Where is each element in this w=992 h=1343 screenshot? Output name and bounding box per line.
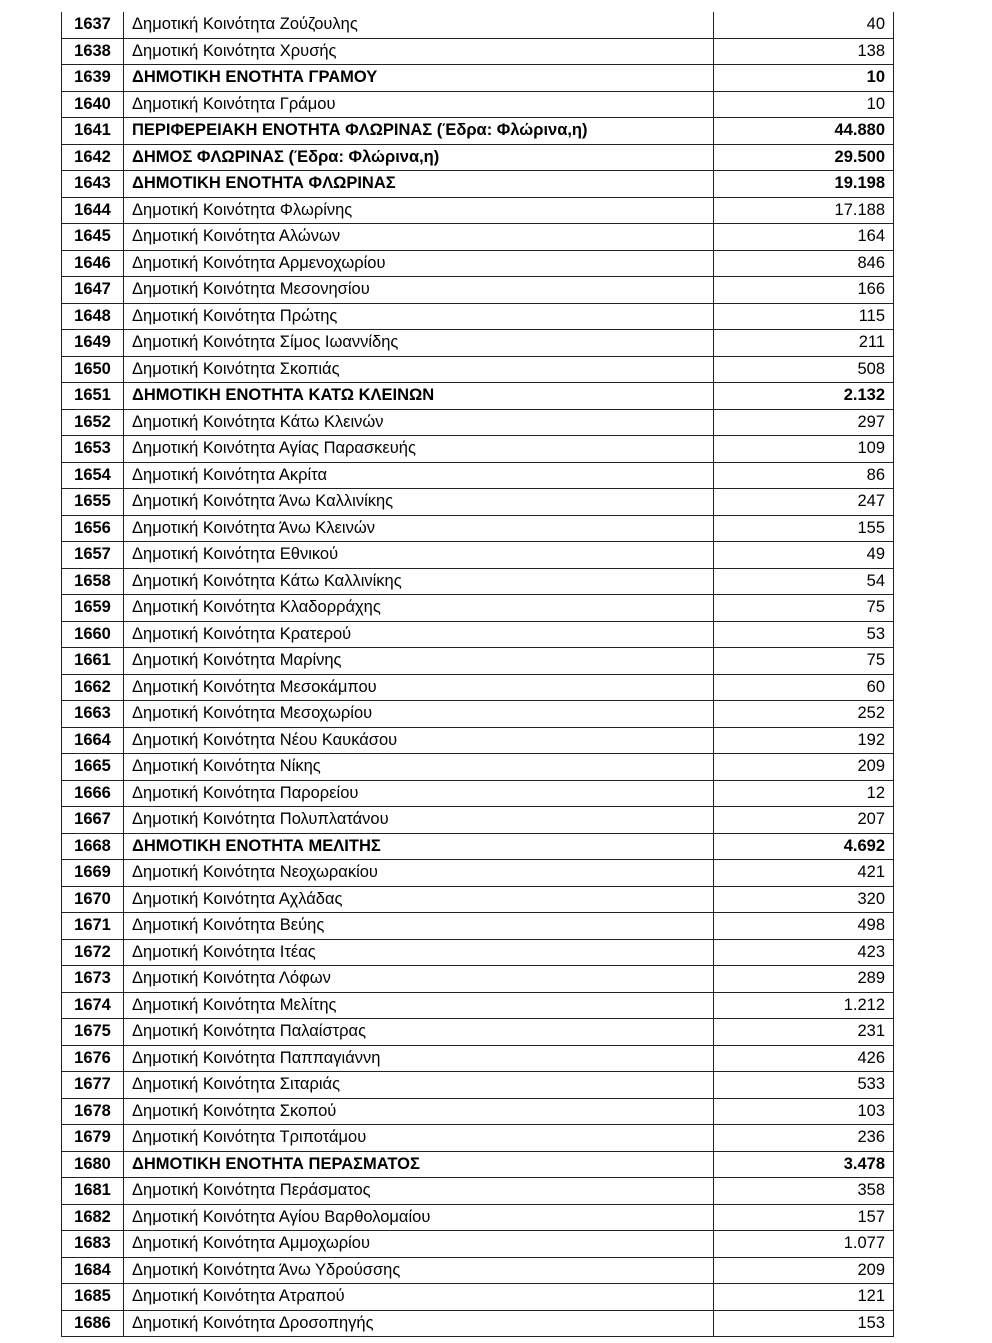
table-row (62, 727, 894, 754)
row-name: Δημοτική Κοινότητα Εθνικού (124, 542, 714, 569)
table-row (62, 250, 894, 277)
row-population: 75 (714, 648, 894, 675)
row-population: 17.188 (714, 197, 894, 224)
row-code: 1639 (62, 65, 124, 92)
row-code: 1675 (62, 1019, 124, 1046)
table-row (62, 489, 894, 516)
table-row (62, 780, 894, 807)
row-name: Δημοτική Κοινότητα Κάτω Καλλινίκης (124, 568, 714, 595)
table-row (62, 224, 894, 251)
row-code: 1668 (62, 833, 124, 860)
row-population: 10 (714, 91, 894, 118)
row-name: Δημοτική Κοινότητα Ακρίτα (124, 462, 714, 489)
table-row (62, 65, 894, 92)
row-population: 155 (714, 515, 894, 542)
row-population: 157 (714, 1204, 894, 1231)
row-population: 358 (714, 1178, 894, 1205)
row-code: 1644 (62, 197, 124, 224)
row-name: Δημοτική Κοινότητα Μεσονησίου (124, 277, 714, 304)
row-population: 211 (714, 330, 894, 357)
row-code: 1686 (62, 1310, 124, 1337)
row-code: 1662 (62, 674, 124, 701)
row-population: 115 (714, 303, 894, 330)
row-population: 53 (714, 621, 894, 648)
row-population: 247 (714, 489, 894, 516)
row-population: 166 (714, 277, 894, 304)
row-code: 1658 (62, 568, 124, 595)
row-name: Δημοτική Κοινότητα Αγίου Βαρθολομαίου (124, 1204, 714, 1231)
row-code: 1645 (62, 224, 124, 251)
row-population: 236 (714, 1125, 894, 1152)
table-row (62, 621, 894, 648)
table-row (62, 144, 894, 171)
row-code: 1670 (62, 886, 124, 913)
row-population: 3.478 (714, 1151, 894, 1178)
row-name: Δημοτική Κοινότητα Παλαίστρας (124, 1019, 714, 1046)
row-name: Δημοτική Κοινότητα Αχλάδας (124, 886, 714, 913)
table-row (62, 1231, 894, 1258)
row-code: 1663 (62, 701, 124, 728)
row-population: 252 (714, 701, 894, 728)
row-name: ΔΗΜΟΣ ΦΛΩΡΙΝΑΣ (Έδρα: Φλώρινα,η) (124, 144, 714, 171)
row-name: Δημοτική Κοινότητα Πρώτης (124, 303, 714, 330)
row-population: 2.132 (714, 383, 894, 410)
row-code: 1673 (62, 966, 124, 993)
row-code: 1651 (62, 383, 124, 410)
row-name: Δημοτική Κοινότητα Κρατερού (124, 621, 714, 648)
row-code: 1683 (62, 1231, 124, 1258)
table-row (62, 462, 894, 489)
table-row (62, 303, 894, 330)
row-population: 29.500 (714, 144, 894, 171)
table-row (62, 436, 894, 463)
row-population: 60 (714, 674, 894, 701)
row-name: Δημοτική Κοινότητα Σκοπιάς (124, 356, 714, 383)
row-name: Δημοτική Κοινότητα Μελίτης (124, 992, 714, 1019)
row-code: 1661 (62, 648, 124, 675)
row-code: 1656 (62, 515, 124, 542)
row-code: 1641 (62, 118, 124, 145)
row-name: ΔΗΜΟΤΙΚΗ ΕΝΟΤΗΤΑ ΦΛΩΡΙΝΑΣ (124, 171, 714, 198)
table-row (62, 91, 894, 118)
row-population: 207 (714, 807, 894, 834)
row-code: 1682 (62, 1204, 124, 1231)
row-name: Δημοτική Κοινότητα Ιτέας (124, 939, 714, 966)
row-population: 54 (714, 568, 894, 595)
row-population: 10 (714, 65, 894, 92)
row-code: 1678 (62, 1098, 124, 1125)
row-code: 1654 (62, 462, 124, 489)
table-row (62, 807, 894, 834)
row-population: 231 (714, 1019, 894, 1046)
row-population: 533 (714, 1072, 894, 1099)
row-code: 1655 (62, 489, 124, 516)
row-code: 1637 (62, 12, 124, 38)
row-code: 1685 (62, 1284, 124, 1311)
row-code: 1646 (62, 250, 124, 277)
table-row (62, 886, 894, 913)
row-population: 1.212 (714, 992, 894, 1019)
row-population: 109 (714, 436, 894, 463)
row-code: 1660 (62, 621, 124, 648)
table-row (62, 595, 894, 622)
row-population: 297 (714, 409, 894, 436)
table-row (62, 966, 894, 993)
row-population: 209 (714, 754, 894, 781)
row-code: 1642 (62, 144, 124, 171)
row-code: 1640 (62, 91, 124, 118)
row-code: 1666 (62, 780, 124, 807)
row-code: 1643 (62, 171, 124, 198)
table-row (62, 913, 894, 940)
row-population: 209 (714, 1257, 894, 1284)
table-row (62, 860, 894, 887)
row-name: Δημοτική Κοινότητα Αγίας Παρασκευής (124, 436, 714, 463)
row-name: Δημοτική Κοινότητα Ζούζουλης (124, 12, 714, 38)
table-row (62, 118, 894, 145)
row-name: Δημοτική Κοινότητα Νεοχωρακίου (124, 860, 714, 887)
row-code: 1650 (62, 356, 124, 383)
table-row (62, 542, 894, 569)
row-name: Δημοτική Κοινότητα Βεύης (124, 913, 714, 940)
row-code: 1653 (62, 436, 124, 463)
row-population: 508 (714, 356, 894, 383)
row-code: 1649 (62, 330, 124, 357)
row-code: 1676 (62, 1045, 124, 1072)
row-code: 1671 (62, 913, 124, 940)
row-population: 86 (714, 462, 894, 489)
row-name: Δημοτική Κοινότητα Άνω Κλεινών (124, 515, 714, 542)
table-row (62, 1284, 894, 1311)
row-name: Δημοτική Κοινότητα Αμμοχωρίου (124, 1231, 714, 1258)
row-name: Δημοτική Κοινότητα Άνω Καλλινίκης (124, 489, 714, 516)
row-name: Δημοτική Κοινότητα Αρμενοχωρίου (124, 250, 714, 277)
table-row (62, 1019, 894, 1046)
row-name: Δημοτική Κοινότητα Νίκης (124, 754, 714, 781)
table-row (62, 1178, 894, 1205)
row-name: Δημοτική Κοινότητα Άνω Υδρούσσης (124, 1257, 714, 1284)
row-population: 1.077 (714, 1231, 894, 1258)
row-code: 1669 (62, 860, 124, 887)
row-name: Δημοτική Κοινότητα Τριποτάμου (124, 1125, 714, 1152)
row-population: 40 (714, 12, 894, 38)
row-population: 75 (714, 595, 894, 622)
row-code: 1674 (62, 992, 124, 1019)
row-code: 1657 (62, 542, 124, 569)
row-name: Δημοτική Κοινότητα Παρορείου (124, 780, 714, 807)
row-name: Δημοτική Κοινότητα Φλωρίνης (124, 197, 714, 224)
row-population: 153 (714, 1310, 894, 1337)
table-row (62, 674, 894, 701)
row-population: 121 (714, 1284, 894, 1311)
row-population: 846 (714, 250, 894, 277)
row-name: Δημοτική Κοινότητα Πολυπλατάνου (124, 807, 714, 834)
population-table (61, 12, 894, 1337)
row-name: Δημοτική Κοινότητα Ατραπού (124, 1284, 714, 1311)
row-code: 1677 (62, 1072, 124, 1099)
table-row (62, 1151, 894, 1178)
table-row (62, 383, 894, 410)
row-name: Δημοτική Κοινότητα Περάσματος (124, 1178, 714, 1205)
row-population: 44.880 (714, 118, 894, 145)
table-row (62, 1125, 894, 1152)
row-population: 320 (714, 886, 894, 913)
row-code: 1648 (62, 303, 124, 330)
row-name: Δημοτική Κοινότητα Μεσοχωρίου (124, 701, 714, 728)
table-row (62, 648, 894, 675)
row-name: Δημοτική Κοινότητα Σιταριάς (124, 1072, 714, 1099)
table-row (62, 330, 894, 357)
table-row (62, 1045, 894, 1072)
table-row (62, 939, 894, 966)
row-population: 164 (714, 224, 894, 251)
table-row (62, 12, 894, 38)
row-population: 49 (714, 542, 894, 569)
row-population: 423 (714, 939, 894, 966)
row-name: Δημοτική Κοινότητα Μεσοκάμπου (124, 674, 714, 701)
row-name: ΠΕΡΙΦΕΡΕΙΑΚΗ ΕΝΟΤΗΤΑ ΦΛΩΡΙΝΑΣ (Έδρα: Φλώρινα,η) (124, 118, 714, 145)
row-population: 19.198 (714, 171, 894, 198)
table-row (62, 568, 894, 595)
row-name: Δημοτική Κοινότητα Μαρίνης (124, 648, 714, 675)
row-population: 103 (714, 1098, 894, 1125)
table-row (62, 277, 894, 304)
row-code: 1664 (62, 727, 124, 754)
table-row (62, 515, 894, 542)
row-name: Δημοτική Κοινότητα Χρυσής (124, 38, 714, 65)
row-name: Δημοτική Κοινότητα Κλαδορράχης (124, 595, 714, 622)
table-row (62, 409, 894, 436)
row-code: 1667 (62, 807, 124, 834)
table-row (62, 833, 894, 860)
table-row (62, 1072, 894, 1099)
table-row (62, 1257, 894, 1284)
row-code: 1652 (62, 409, 124, 436)
row-code: 1672 (62, 939, 124, 966)
row-code: 1659 (62, 595, 124, 622)
row-population: 426 (714, 1045, 894, 1072)
row-name: ΔΗΜΟΤΙΚΗ ΕΝΟΤΗΤΑ ΚΑΤΩ ΚΛΕΙΝΩΝ (124, 383, 714, 410)
row-name: Δημοτική Κοινότητα Λόφων (124, 966, 714, 993)
row-code: 1680 (62, 1151, 124, 1178)
table-row (62, 1204, 894, 1231)
row-name: Δημοτική Κοινότητα Δροσοπηγής (124, 1310, 714, 1337)
row-code: 1684 (62, 1257, 124, 1284)
row-name: ΔΗΜΟΤΙΚΗ ΕΝΟΤΗΤΑ ΓΡΑΜΟΥ (124, 65, 714, 92)
table-row (62, 38, 894, 65)
table-row (62, 171, 894, 198)
row-name: Δημοτική Κοινότητα Γράμου (124, 91, 714, 118)
row-code: 1638 (62, 38, 124, 65)
row-population: 421 (714, 860, 894, 887)
row-name: Δημοτική Κοινότητα Αλώνων (124, 224, 714, 251)
row-name: Δημοτική Κοινότητα Κάτω Κλεινών (124, 409, 714, 436)
row-population: 12 (714, 780, 894, 807)
table-body (62, 12, 894, 1337)
row-population: 498 (714, 913, 894, 940)
row-name: Δημοτική Κοινότητα Σκοπού (124, 1098, 714, 1125)
row-name: Δημοτική Κοινότητα Νέου Καυκάσου (124, 727, 714, 754)
row-code: 1679 (62, 1125, 124, 1152)
row-population: 289 (714, 966, 894, 993)
row-population: 192 (714, 727, 894, 754)
table-row (62, 701, 894, 728)
table-row (62, 356, 894, 383)
row-name: ΔΗΜΟΤΙΚΗ ΕΝΟΤΗΤΑ ΠΕΡΑΣΜΑΤΟΣ (124, 1151, 714, 1178)
row-code: 1665 (62, 754, 124, 781)
table-row (62, 1310, 894, 1337)
row-code: 1647 (62, 277, 124, 304)
row-name: ΔΗΜΟΤΙΚΗ ΕΝΟΤΗΤΑ ΜΕΛΙΤΗΣ (124, 833, 714, 860)
table-row (62, 754, 894, 781)
table-row (62, 1098, 894, 1125)
row-population: 138 (714, 38, 894, 65)
row-code: 1681 (62, 1178, 124, 1205)
row-name: Δημοτική Κοινότητα Σίμος Ιωαννίδης (124, 330, 714, 357)
table-row (62, 992, 894, 1019)
row-population: 4.692 (714, 833, 894, 860)
row-name: Δημοτική Κοινότητα Παππαγιάννη (124, 1045, 714, 1072)
table-row (62, 197, 894, 224)
